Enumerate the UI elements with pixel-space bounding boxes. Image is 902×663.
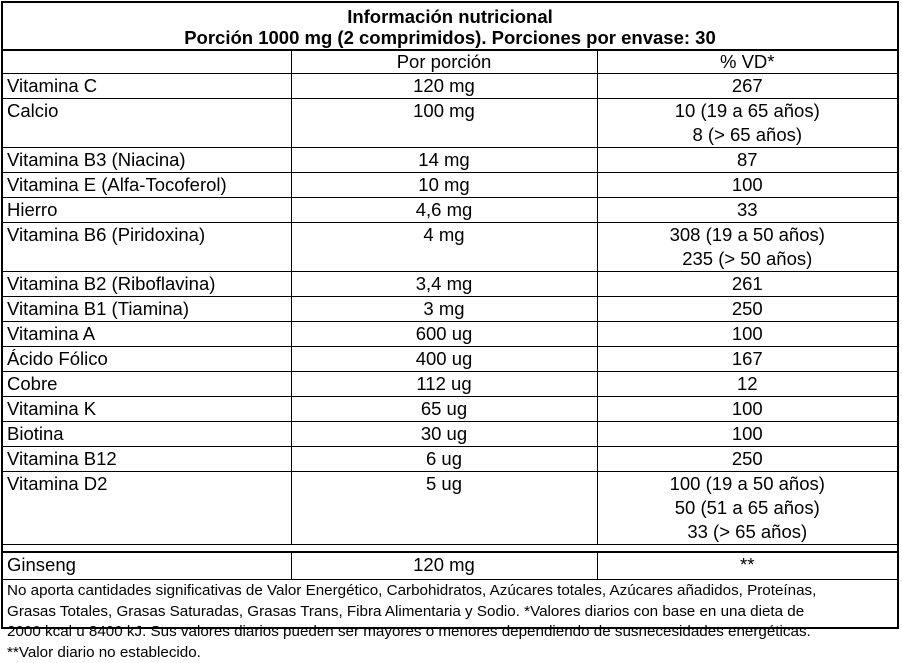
- table-row: [3, 472, 897, 545]
- nutrient-portion: 120 mg: [291, 74, 597, 99]
- nutrient-vd: [597, 447, 897, 472]
- nutrition-table: [3, 51, 897, 545]
- table-row: [3, 297, 897, 322]
- nutrient-vd: [597, 347, 897, 372]
- footnote-line: No aporta cantidades significativas de Valor Energético, Carbohidratos, Azúcares totales, Azúcares añadidos, Proteínas,: [7, 581, 893, 602]
- nutrient-name: Vitamina A: [3, 322, 291, 347]
- footnote: [3, 580, 897, 663]
- table-row: [3, 272, 897, 297]
- table-row: [3, 173, 897, 198]
- table-row: [3, 422, 897, 447]
- table-row: [3, 74, 897, 99]
- vd-line: 50 (51 a 65 años): [602, 496, 894, 520]
- vd-line: 100: [602, 173, 894, 197]
- vd-line: 100: [602, 422, 894, 446]
- nutrient-name: Ginseng: [3, 553, 291, 580]
- nutrient-name: Vitamina D2: [3, 472, 291, 545]
- vd-line: 250: [602, 447, 894, 471]
- nutrition-header: [3, 3, 897, 51]
- nutrient-vd: [597, 198, 897, 223]
- nutrient-name: Vitamina B2 (Riboflavina): [3, 272, 291, 297]
- footnote-line: **Valor diario no establecido.: [7, 643, 893, 663]
- table-header-row: [3, 51, 897, 74]
- nutrient-vd: [597, 422, 897, 447]
- table-row-ginseng: [3, 553, 897, 580]
- nutrient-portion: 4 mg: [291, 223, 597, 272]
- nutrient-portion: 112 ug: [291, 372, 597, 397]
- nutrient-name: Biotina: [3, 422, 291, 447]
- nutrient-name: Vitamina C: [3, 74, 291, 99]
- vd-line: 267: [602, 74, 894, 98]
- table-row: [3, 397, 897, 422]
- nutrient-vd: [597, 99, 897, 148]
- nutrient-portion: 30 ug: [291, 422, 597, 447]
- vd-line: 87: [602, 148, 894, 172]
- nutrient-portion: 3,4 mg: [291, 272, 597, 297]
- nutrient-portion: 600 ug: [291, 322, 597, 347]
- table-row: [3, 347, 897, 372]
- nutrient-vd: [597, 148, 897, 173]
- table-row: [3, 447, 897, 472]
- nutrient-vd: [597, 223, 897, 272]
- table-row: [3, 198, 897, 223]
- nutrient-vd: [597, 472, 897, 545]
- table-row: [3, 223, 897, 272]
- nutrient-portion: 400 ug: [291, 347, 597, 372]
- nutrient-vd: [597, 322, 897, 347]
- nutrient-vd: **: [597, 553, 897, 580]
- nutrient-vd: [597, 297, 897, 322]
- nutrient-vd: [597, 272, 897, 297]
- nutrient-name: Cobre: [3, 372, 291, 397]
- vd-line: 100: [602, 322, 894, 346]
- nutrient-vd: [597, 173, 897, 198]
- nutrient-vd: [597, 74, 897, 99]
- footnote-line: 2000 kcal u 8400 kJ. Sus valores diarios pueden ser mayores o menores dependiendo de susnecesidades energéticas.: [7, 622, 893, 643]
- column-header-vd: % VD*: [597, 51, 897, 74]
- section-divider: [3, 545, 897, 553]
- nutrient-name: Vitamina B6 (Piridoxina): [3, 223, 291, 272]
- nutrition-facts-panel: [1, 1, 899, 629]
- vd-line: 250: [602, 297, 894, 321]
- nutrient-vd: [597, 372, 897, 397]
- nutrient-portion: 100 mg: [291, 99, 597, 148]
- table-row: [3, 99, 897, 148]
- vd-line: 235 (> 50 años): [602, 247, 894, 271]
- nutrient-name: Vitamina B12: [3, 447, 291, 472]
- vd-line: 100: [602, 397, 894, 421]
- nutrient-portion: 10 mg: [291, 173, 597, 198]
- table-row: [3, 372, 897, 397]
- nutrient-portion: 4,6 mg: [291, 198, 597, 223]
- column-header-nutrient: [3, 51, 291, 74]
- column-header-portion: Por porción: [291, 51, 597, 74]
- vd-line: 167: [602, 347, 894, 371]
- vd-line: 261: [602, 272, 894, 296]
- nutrient-name: Vitamina K: [3, 397, 291, 422]
- nutrient-portion: 3 mg: [291, 297, 597, 322]
- vd-line: 8 (> 65 años): [602, 123, 894, 147]
- vd-line: 33: [602, 198, 894, 222]
- nutrient-name: Vitamina B1 (Tiamina): [3, 297, 291, 322]
- nutrient-portion: 65 ug: [291, 397, 597, 422]
- nutrient-portion: 6 ug: [291, 447, 597, 472]
- nutrient-name: Ácido Fólico: [3, 347, 291, 372]
- vd-line: 10 (19 a 65 años): [602, 99, 894, 123]
- ginseng-table: [3, 553, 897, 580]
- nutrient-portion: 14 mg: [291, 148, 597, 173]
- nutrient-name: Vitamina E (Alfa-Tocoferol): [3, 173, 291, 198]
- nutrition-title: Información nutricional: [3, 6, 897, 27]
- serving-info: Porción 1000 mg (2 comprimidos). Porciones por envase: 30: [3, 27, 897, 48]
- nutrient-name: Vitamina B3 (Niacina): [3, 148, 291, 173]
- table-row: [3, 148, 897, 173]
- nutrient-name: Calcio: [3, 99, 291, 148]
- vd-line: 100 (19 a 50 años): [602, 472, 894, 496]
- nutrient-portion: 120 mg: [291, 553, 597, 580]
- nutrient-name: Hierro: [3, 198, 291, 223]
- table-row: [3, 322, 897, 347]
- vd-line: 308 (19 a 50 años): [602, 223, 894, 247]
- footnote-line: Grasas Totales, Grasas Saturadas, Grasas Trans, Fibra Alimentaria y Sodio. *Valores diarios con base en una dieta de: [7, 602, 893, 623]
- nutrient-portion: 5 ug: [291, 472, 597, 545]
- nutrient-vd: [597, 397, 897, 422]
- vd-line: 12: [602, 372, 894, 396]
- vd-line: 33 (> 65 años): [602, 520, 894, 544]
